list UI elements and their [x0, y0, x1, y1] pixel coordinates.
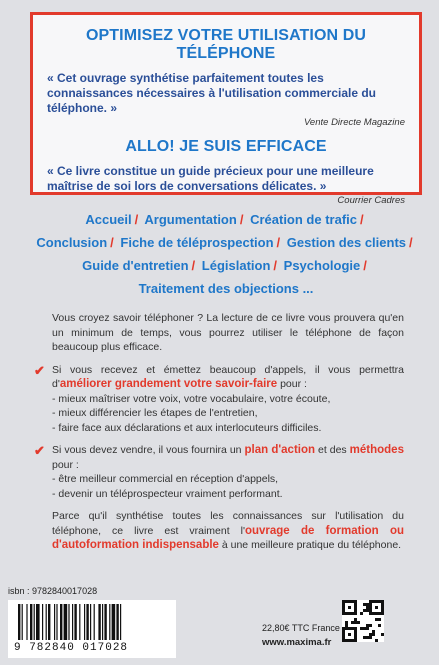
isbn-label: isbn : 9782840017028 [8, 586, 98, 596]
qr-module [354, 600, 357, 615]
list-item: - devenir un téléprospecteur vraiment performant. [52, 487, 283, 500]
publisher-website: www.maxima.fr [262, 637, 332, 648]
barcode-bar [34, 604, 35, 640]
qr-module [375, 639, 378, 642]
barcode-bar [56, 604, 57, 640]
section-2-highlight-2: méthodes [349, 444, 404, 456]
section-2-text [52, 443, 404, 472]
qr-module [378, 618, 381, 621]
keyword: Guide d'entretien [82, 258, 189, 273]
separator: / [134, 212, 139, 227]
box-title-2: ALLO! JE SUIS EFFICACE [125, 138, 327, 155]
keyword: Création de trafic [250, 212, 357, 227]
qr-module [342, 600, 345, 615]
qr-module [369, 624, 372, 627]
barcode-bar [46, 604, 47, 640]
qr-module [345, 621, 348, 624]
barcode-bar [22, 604, 23, 640]
barcode-bar [60, 604, 62, 640]
qr-module [342, 627, 345, 642]
qr-module [366, 606, 369, 609]
barcode-bar [90, 604, 91, 640]
section-2-list [52, 472, 404, 501]
keyword-list [30, 208, 422, 300]
intro-paragraph: Vous croyez savoir téléphoner ? La lecture de ce livre vous prouvera qu'en un minimum de temps, vous pourrez utiliser le téléphone de façon beaucoup plus efficace. [52, 312, 404, 353]
barcode-bar [116, 604, 118, 640]
section-sell [34, 443, 404, 501]
section-1-text [52, 363, 404, 392]
barcode-bar [104, 604, 106, 640]
outro-tail: à une meilleure pratique du téléphone. [218, 539, 402, 551]
section-receive-calls [34, 362, 404, 436]
qr-module [375, 606, 378, 609]
section-2-tail: pour : [52, 458, 79, 471]
qr-module [366, 627, 369, 630]
quote-box [30, 12, 422, 206]
barcode-bar [64, 604, 68, 640]
keyword: Fiche de téléprospection [120, 235, 274, 250]
qr-module [363, 609, 366, 612]
separator: / [191, 258, 196, 273]
outro-highlight: ouvrage de formation ou d'autoformation indispensable [52, 524, 404, 551]
qr-module [354, 621, 357, 624]
barcode-bar [79, 604, 80, 640]
barcode-bar [36, 604, 40, 640]
barcode-bar [48, 604, 50, 640]
section-1-list [52, 392, 404, 436]
qr-module [366, 609, 369, 612]
quote-1-source: Vente Directe Magazine [303, 117, 405, 128]
qr-module [381, 633, 384, 636]
separator: / [276, 235, 281, 250]
separator: / [363, 258, 367, 273]
keyword: Législation [201, 258, 271, 273]
qr-module [363, 603, 366, 606]
section-2-highlight-1: plan d'action [244, 444, 316, 456]
qr-module [357, 621, 360, 624]
quote-1: « Cet ouvrage synthétise parfaitement toutes les connaissances nécessaires à l'utilisation commerciale du téléphone. » [47, 71, 377, 115]
list-item: - mieux différencier les étapes de l'entretien, [52, 407, 258, 419]
separator: / [273, 258, 278, 273]
barcode-bar [18, 604, 20, 640]
barcode-bar [30, 604, 32, 640]
separator: / [360, 212, 364, 227]
section-1-lead: Si vous recevez et émettez beaucoup d'appels, il vous permettra d' [52, 363, 404, 390]
qr-module [354, 618, 357, 621]
barcode-bar [72, 604, 73, 640]
keyword: Gestion des clients [286, 235, 406, 250]
barcode-bars [14, 604, 170, 642]
barcode-bar [94, 604, 95, 640]
separator: / [409, 235, 413, 250]
qr-module [375, 618, 378, 621]
qr-module [363, 636, 366, 639]
barcode-bar [112, 604, 116, 640]
barcode-digits: 9 782840 017028 [14, 642, 129, 654]
qr-module [369, 633, 372, 636]
section-1-highlight: améliorer grandement votre savoir-faire [59, 378, 278, 390]
qr-pattern [342, 600, 384, 642]
qr-module [369, 636, 372, 639]
body-text [34, 311, 404, 553]
list-item: - mieux maîtriser votre voix, votre vocabulaire, votre écoute, [52, 392, 331, 405]
barcode-bar [68, 604, 69, 640]
qr-module [366, 636, 369, 639]
barcode-bar [26, 604, 27, 640]
barcode-bar [74, 604, 76, 640]
qr-module [345, 624, 348, 627]
qr-module [366, 603, 369, 606]
barcode-bar [42, 604, 43, 640]
quote-2: « Ce livre constitue un guide précieux pour une meilleure maîtrise de soi lors de conversations délicates. » [47, 164, 374, 193]
qr-module [360, 627, 363, 630]
outro-paragraph [52, 509, 404, 553]
qr-code-icon [342, 600, 384, 642]
keyword: Argumentation [144, 212, 237, 227]
qr-module [360, 612, 363, 615]
qr-module [363, 627, 366, 630]
qr-module [348, 633, 351, 636]
list-item: - faire face aux déclarations et aux interlocuteurs difficiles. [52, 421, 322, 434]
checkmark-icon: ✔ [34, 443, 45, 458]
keyword: Accueil [85, 212, 132, 227]
price: 22,80€ TTC France [262, 623, 340, 633]
checkmark-icon: ✔ [34, 362, 45, 378]
qr-module [354, 627, 357, 642]
barcode-bar [109, 604, 110, 640]
separator: / [239, 212, 244, 227]
qr-module [372, 633, 375, 636]
barcode-bar [54, 604, 55, 640]
qr-module [366, 624, 369, 627]
qr-module [348, 606, 351, 609]
barcode-bar [120, 604, 121, 640]
qr-module [372, 630, 375, 633]
list-item: - être meilleur commercial en réception d'appels, [52, 473, 279, 485]
barcode-bar [84, 604, 85, 640]
section-2-lead: Si vous devez vendre, il vous fournira un [52, 444, 245, 456]
section-1-tail: pour : [277, 378, 307, 390]
keyword: Psychologie [283, 258, 361, 273]
barcode [8, 600, 176, 658]
qr-module [369, 600, 372, 615]
barcode-bar [102, 604, 103, 640]
section-2-mid: et des [315, 444, 350, 456]
barcode-bar [98, 604, 100, 640]
qr-module [351, 621, 354, 624]
separator: / [110, 235, 114, 250]
barcode-bar [86, 604, 88, 640]
section-outro [52, 509, 404, 553]
keyword: Traitement des objections ... [138, 281, 314, 296]
qr-module [381, 600, 384, 615]
outro-lead: Parce qu'il synthétise toutes les connaissances sur l'utilisation du téléphone, ce livre est vraiment l' [52, 510, 404, 537]
box-title-1: OPTIMISEZ VOTRE UTILISATION DU TÉLÉPHONE [85, 27, 367, 62]
quote-2-source: Courrier Cadres [337, 195, 405, 206]
qr-module [378, 624, 381, 627]
keyword: Conclusion [36, 235, 108, 250]
